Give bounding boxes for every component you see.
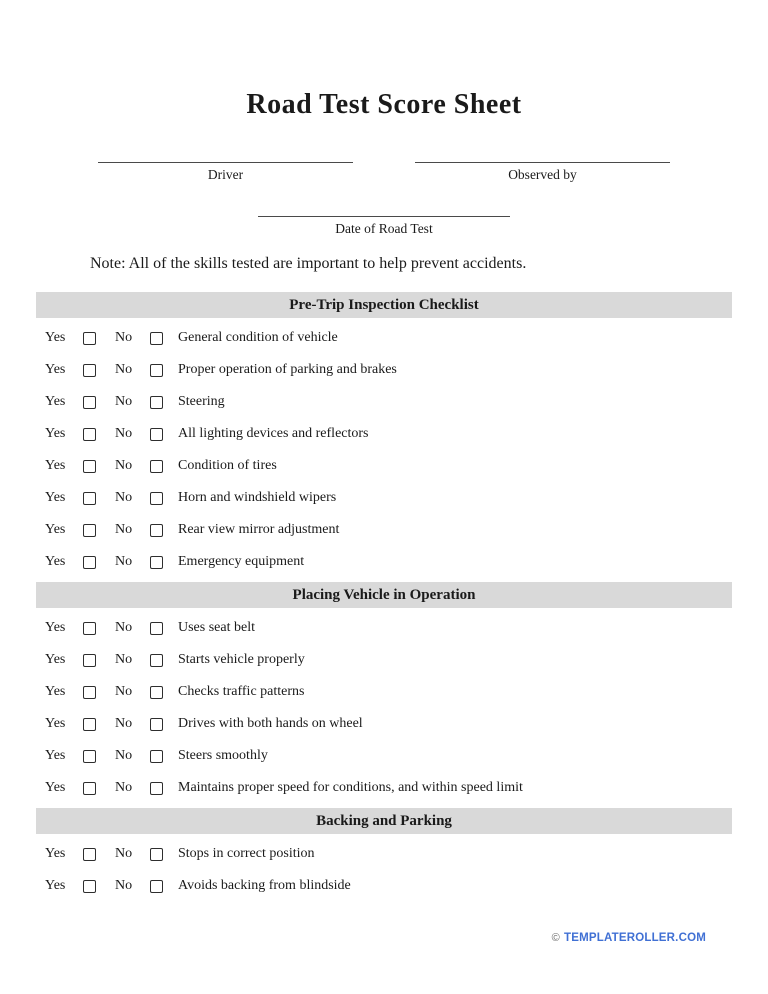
checklist-item-label: Steers smoothly — [178, 748, 268, 763]
no-checkbox[interactable] — [150, 622, 163, 635]
date-of-road-test-label: Date of Road Test — [335, 221, 433, 236]
no-label: No — [115, 846, 133, 861]
checklist-item-label: Emergency equipment — [178, 554, 305, 569]
checklist-item-label: Condition of tires — [178, 458, 277, 473]
yes-label: Yes — [45, 554, 66, 569]
yes-label: Yes — [45, 362, 66, 377]
observed-by-signature-field[interactable] — [415, 149, 670, 163]
checklist-item-label: Maintains proper speed for conditions, and within speed limit — [178, 780, 523, 795]
checklist-row — [36, 418, 732, 450]
yes-checkbox[interactable] — [83, 880, 96, 893]
checklist-row — [36, 870, 732, 902]
section-header: Backing and Parking — [36, 808, 732, 834]
yes-checkbox[interactable] — [83, 782, 96, 795]
yes-checkbox[interactable] — [83, 364, 96, 377]
no-label: No — [115, 716, 133, 731]
yes-checkbox[interactable] — [83, 396, 96, 409]
no-checkbox[interactable] — [150, 492, 163, 505]
checklist-row — [36, 838, 732, 870]
yes-label: Yes — [45, 716, 66, 731]
checklist-row — [36, 546, 732, 578]
no-checkbox[interactable] — [150, 880, 163, 893]
no-checkbox[interactable] — [150, 848, 163, 861]
yes-label: Yes — [45, 846, 66, 861]
yes-checkbox[interactable] — [83, 750, 96, 763]
no-checkbox[interactable] — [150, 686, 163, 699]
checklist-row — [36, 612, 732, 644]
checklist-item-label: Stops in correct position — [178, 846, 315, 861]
checklist-row — [36, 740, 732, 772]
checklist-row — [36, 450, 732, 482]
no-label: No — [115, 554, 133, 569]
no-label: No — [115, 394, 133, 409]
yes-checkbox[interactable] — [83, 718, 96, 731]
checklist-section — [36, 808, 732, 902]
no-checkbox[interactable] — [150, 782, 163, 795]
yes-checkbox[interactable] — [83, 428, 96, 441]
templateroller-link[interactable]: TEMPLATEROLLER.COM — [563, 932, 706, 944]
observed-by-signature-label: Observed by — [508, 167, 577, 182]
yes-label: Yes — [45, 458, 66, 473]
yes-label: Yes — [45, 426, 66, 441]
no-label: No — [115, 652, 133, 667]
section-header: Pre-Trip Inspection Checklist — [36, 292, 732, 318]
checklist-item-label: Uses seat belt — [178, 620, 255, 635]
no-label: No — [115, 426, 133, 441]
checklist-item-label: General condition of vehicle — [178, 330, 338, 345]
no-checkbox[interactable] — [150, 654, 163, 667]
yes-label: Yes — [45, 330, 66, 345]
checklist-item-label: Rear view mirror adjustment — [178, 522, 340, 537]
date-of-road-test-group — [258, 203, 510, 237]
checklist-row — [36, 772, 732, 804]
copyright-symbol: © — [551, 932, 560, 944]
section-rows — [36, 322, 732, 578]
footer — [552, 932, 706, 944]
yes-label: Yes — [45, 652, 66, 667]
checklist-item-label: Drives with both hands on wheel — [178, 716, 363, 731]
no-label: No — [115, 330, 133, 345]
driver-signature-field[interactable] — [98, 149, 353, 163]
yes-label: Yes — [45, 490, 66, 505]
checklist-row — [36, 644, 732, 676]
no-checkbox[interactable] — [150, 396, 163, 409]
no-checkbox[interactable] — [150, 364, 163, 377]
no-checkbox[interactable] — [150, 460, 163, 473]
page-title: Road Test Score Sheet — [246, 89, 522, 120]
no-label: No — [115, 362, 133, 377]
yes-checkbox[interactable] — [83, 654, 96, 667]
checklist-item-label: Starts vehicle properly — [178, 652, 305, 667]
checklist-section — [36, 582, 732, 804]
yes-label: Yes — [45, 748, 66, 763]
checklist-row — [36, 354, 732, 386]
checklist-item-label: Proper operation of parking and brakes — [178, 362, 397, 377]
section-rows — [36, 612, 732, 804]
checklist-item-label: Checks traffic patterns — [178, 684, 305, 699]
no-label: No — [115, 522, 133, 537]
section-rows — [36, 838, 732, 902]
checklist-row — [36, 386, 732, 418]
checklist-row — [36, 322, 732, 354]
yes-checkbox[interactable] — [83, 556, 96, 569]
section-header: Placing Vehicle in Operation — [36, 582, 732, 608]
checklist-section — [36, 292, 732, 578]
no-label: No — [115, 780, 133, 795]
checklist-row — [36, 514, 732, 546]
yes-checkbox[interactable] — [83, 686, 96, 699]
no-checkbox[interactable] — [150, 428, 163, 441]
note-text: Note: All of the skills tested are important to help prevent accidents. — [90, 255, 527, 272]
checklist-sections — [36, 292, 732, 906]
yes-checkbox[interactable] — [83, 492, 96, 505]
yes-label: Yes — [45, 684, 66, 699]
no-label: No — [115, 684, 133, 699]
no-checkbox[interactable] — [150, 556, 163, 569]
yes-label: Yes — [45, 522, 66, 537]
no-checkbox[interactable] — [150, 524, 163, 537]
yes-checkbox[interactable] — [83, 848, 96, 861]
yes-label: Yes — [45, 878, 66, 893]
no-checkbox[interactable] — [150, 332, 163, 345]
no-label: No — [115, 490, 133, 505]
date-of-road-test-field[interactable] — [258, 203, 510, 217]
driver-signature-label: Driver — [207, 167, 244, 182]
checklist-item-label: Steering — [178, 394, 225, 409]
yes-label: Yes — [45, 394, 66, 409]
no-label: No — [115, 748, 133, 763]
yes-checkbox[interactable] — [83, 524, 96, 537]
yes-checkbox[interactable] — [83, 460, 96, 473]
yes-checkbox[interactable] — [83, 332, 96, 345]
yes-checkbox[interactable] — [83, 622, 96, 635]
no-checkbox[interactable] — [150, 750, 163, 763]
checklist-row — [36, 708, 732, 740]
checklist-item-label: Horn and windshield wipers — [178, 490, 337, 505]
observed-by-signature-group — [415, 149, 670, 183]
no-label: No — [115, 878, 133, 893]
no-label: No — [115, 458, 133, 473]
no-label: No — [115, 620, 133, 635]
yes-label: Yes — [45, 620, 66, 635]
checklist-item-label: All lighting devices and reflectors — [178, 426, 369, 441]
checklist-item-label: Avoids backing from blindside — [178, 878, 351, 893]
driver-signature-group — [98, 149, 353, 183]
yes-label: Yes — [45, 780, 66, 795]
checklist-row — [36, 676, 732, 708]
checklist-row — [36, 482, 732, 514]
no-checkbox[interactable] — [150, 718, 163, 731]
